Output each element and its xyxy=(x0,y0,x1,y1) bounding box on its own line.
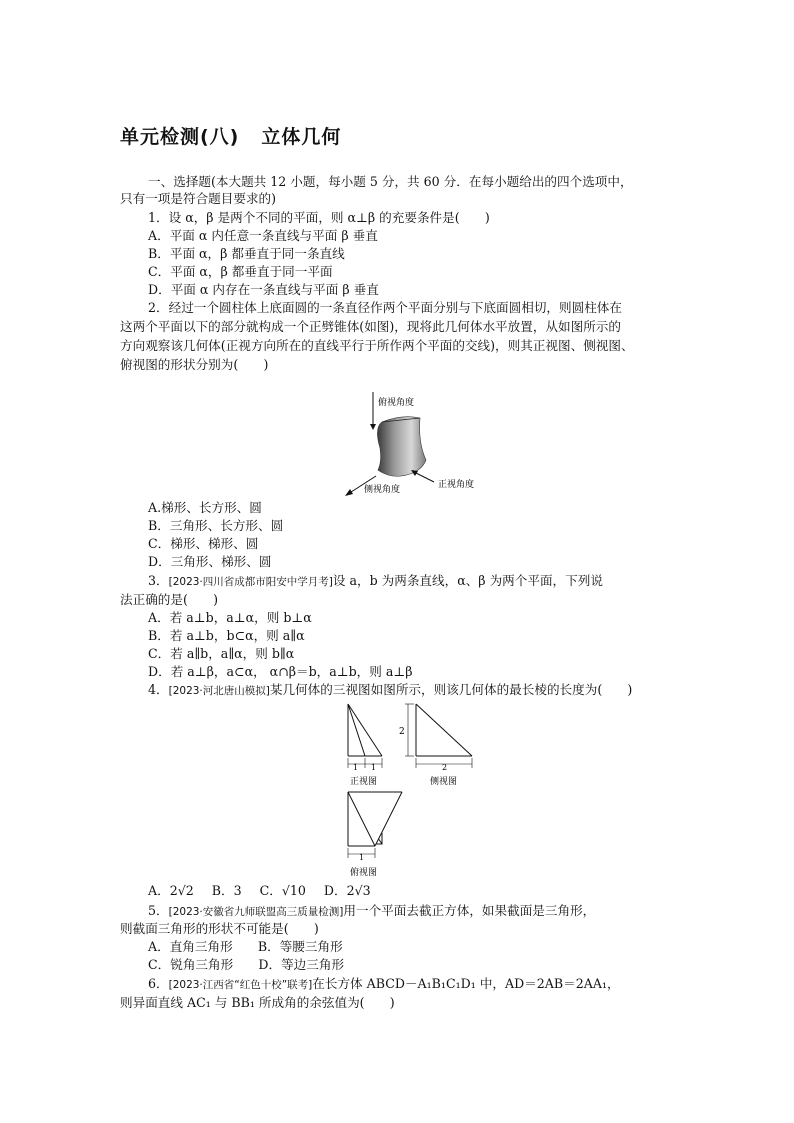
q2-wedge-figure xyxy=(330,388,490,498)
q1-option-c: C．平面 α，β 都垂直于同一平面 xyxy=(148,264,333,279)
title-main: 单元检测(八) xyxy=(120,126,240,148)
q4-option-d: D．2√3 xyxy=(323,883,371,898)
q4-source: [2023·河北唐山模拟] xyxy=(168,685,270,697)
q3-option-b: B．若 a⊥b，b⊂α，则 a∥α xyxy=(148,628,305,643)
q4-front-view xyxy=(348,704,382,787)
q4-line1-text: 某几何体的三视图如图所示，则该几何体的最长棱的长度为( ) xyxy=(269,682,633,697)
q3-number: 3． xyxy=(148,573,169,588)
q4-option-a: A．2√2 xyxy=(148,883,194,898)
q2-line1: 2．经过一个圆柱体上底面圆的一条直径作两个平面分别与下底面圆相切，则圆柱体在 xyxy=(148,300,622,315)
q5-source: [2023·安徽省九师联盟高三质量检测] xyxy=(168,906,344,918)
q3-line1-text: 设 a，b 为两条直线，α、β 为两个平面，下列说 xyxy=(332,573,603,588)
q4-label-side: 侧视图 xyxy=(430,777,458,787)
q3-line2: 法正确的是( ) xyxy=(120,592,218,607)
q2-line3: 方向观察该几何体(正视方向所在的直线平行于所作两个平面的交线)，则其正视图、侧视图、 xyxy=(120,338,634,353)
q1-option-d: D．平面 α 内存在一条直线与平面 β 垂直 xyxy=(148,282,379,297)
q2-label-right: 正视角度 xyxy=(438,480,475,490)
q5-line1 xyxy=(148,903,595,920)
q4-label-top: 俯视图 xyxy=(350,868,378,878)
q1-stem: 1．设 α，β 是两个不同的平面，则 α⊥β 的充要条件是( ) xyxy=(148,210,490,225)
q3-line1 xyxy=(148,573,603,590)
q2-left-arrow-head xyxy=(345,489,353,496)
q2-wedge-body xyxy=(377,417,426,477)
q6-line2: 则异面直线 AC₁ 与 BB₁ 所成角的余弦值为( ) xyxy=(120,995,395,1010)
q3-option-c: C．若 a∥b，a∥α，则 b∥α xyxy=(148,646,295,661)
q4-dim-side-width: 2 xyxy=(442,763,448,772)
q3-option-d: D．若 a⊥β，a⊂α， α∩β＝b，a⊥b，则 a⊥β xyxy=(148,664,413,679)
q2-top-arrow-head xyxy=(370,424,376,430)
q4-side-view xyxy=(399,704,472,787)
q6-source: [2023·江西省“红色十校”联考] xyxy=(168,979,313,991)
q4-number: 4． xyxy=(148,682,169,697)
q4-top-view-figure xyxy=(338,786,428,878)
q2-label-left: 侧视角度 xyxy=(364,485,401,495)
q6-number: 6． xyxy=(148,976,169,991)
q2-option-a: A.梯形、长方形、圆 xyxy=(148,500,262,515)
title-sub: 立体几何 xyxy=(261,126,342,148)
q2-option-d: D．三角形、梯形、圆 xyxy=(148,554,272,569)
q5-options-row1: A．直角三角形 B．等腰三角形 xyxy=(148,939,343,954)
q6-line1 xyxy=(148,976,620,993)
q4-dim-top: 1 xyxy=(359,853,365,862)
q2-line4: 俯视图的形状分别为( ) xyxy=(120,357,269,372)
q2-label-top: 俯视角度 xyxy=(378,398,415,408)
q5-line2: 则截面三角形的形状不可能是( ) xyxy=(120,921,319,936)
q4-option-b: B．3 xyxy=(211,883,242,898)
section-heading-line2: 只有一项是符合题目要求的) xyxy=(120,191,277,206)
q3-option-a: A．若 a⊥b，a⊥α，则 b⊥α xyxy=(148,610,312,625)
q4-dim-front-left: 1 xyxy=(353,763,359,772)
q6-line1-text: 在长方体 ABCD－A₁B₁C₁D₁ 中，AD＝2AB＝2AA₁， xyxy=(312,976,620,991)
q2-line2: 这两个平面以下的部分就构成一个正劈锥体(如图)，现将此几何体水平放置，从如图所示的 xyxy=(120,319,621,334)
q4-dim-front-right: 1 xyxy=(371,763,377,772)
q2-option-b: B．三角形、长方形、圆 xyxy=(148,518,284,533)
section-heading-line1: 一、选择题(本大题共 12 小题，每小题 5 分，共 60 分．在每小题给出的四个选项中， xyxy=(148,174,633,189)
q1-option-b: B．平面 α，β 都垂直于同一条直线 xyxy=(148,246,345,261)
q2-right-arrow xyxy=(414,472,434,482)
q4-label-front: 正视图 xyxy=(350,777,378,787)
q4-option-c: C．√10 xyxy=(259,883,306,898)
q4-line1 xyxy=(148,682,632,699)
q4-dim-side-height: 2 xyxy=(399,727,405,737)
q5-number: 5． xyxy=(148,903,169,918)
q3-source: [2023·四川省成都市阳安中学月考] xyxy=(168,576,333,588)
q4-options xyxy=(148,883,448,899)
q5-options-row2: C．锐角三角形 D．等边三角形 xyxy=(148,957,345,972)
q2-option-c: C．梯形、梯形、圆 xyxy=(148,536,259,551)
page-title xyxy=(120,122,341,149)
q5-line1-text: 用一个平面去截正方体，如果截面是三角形， xyxy=(343,903,596,918)
q1-option-a: A．平面 α 内任意一条直线与平面 β 垂直 xyxy=(148,228,378,243)
